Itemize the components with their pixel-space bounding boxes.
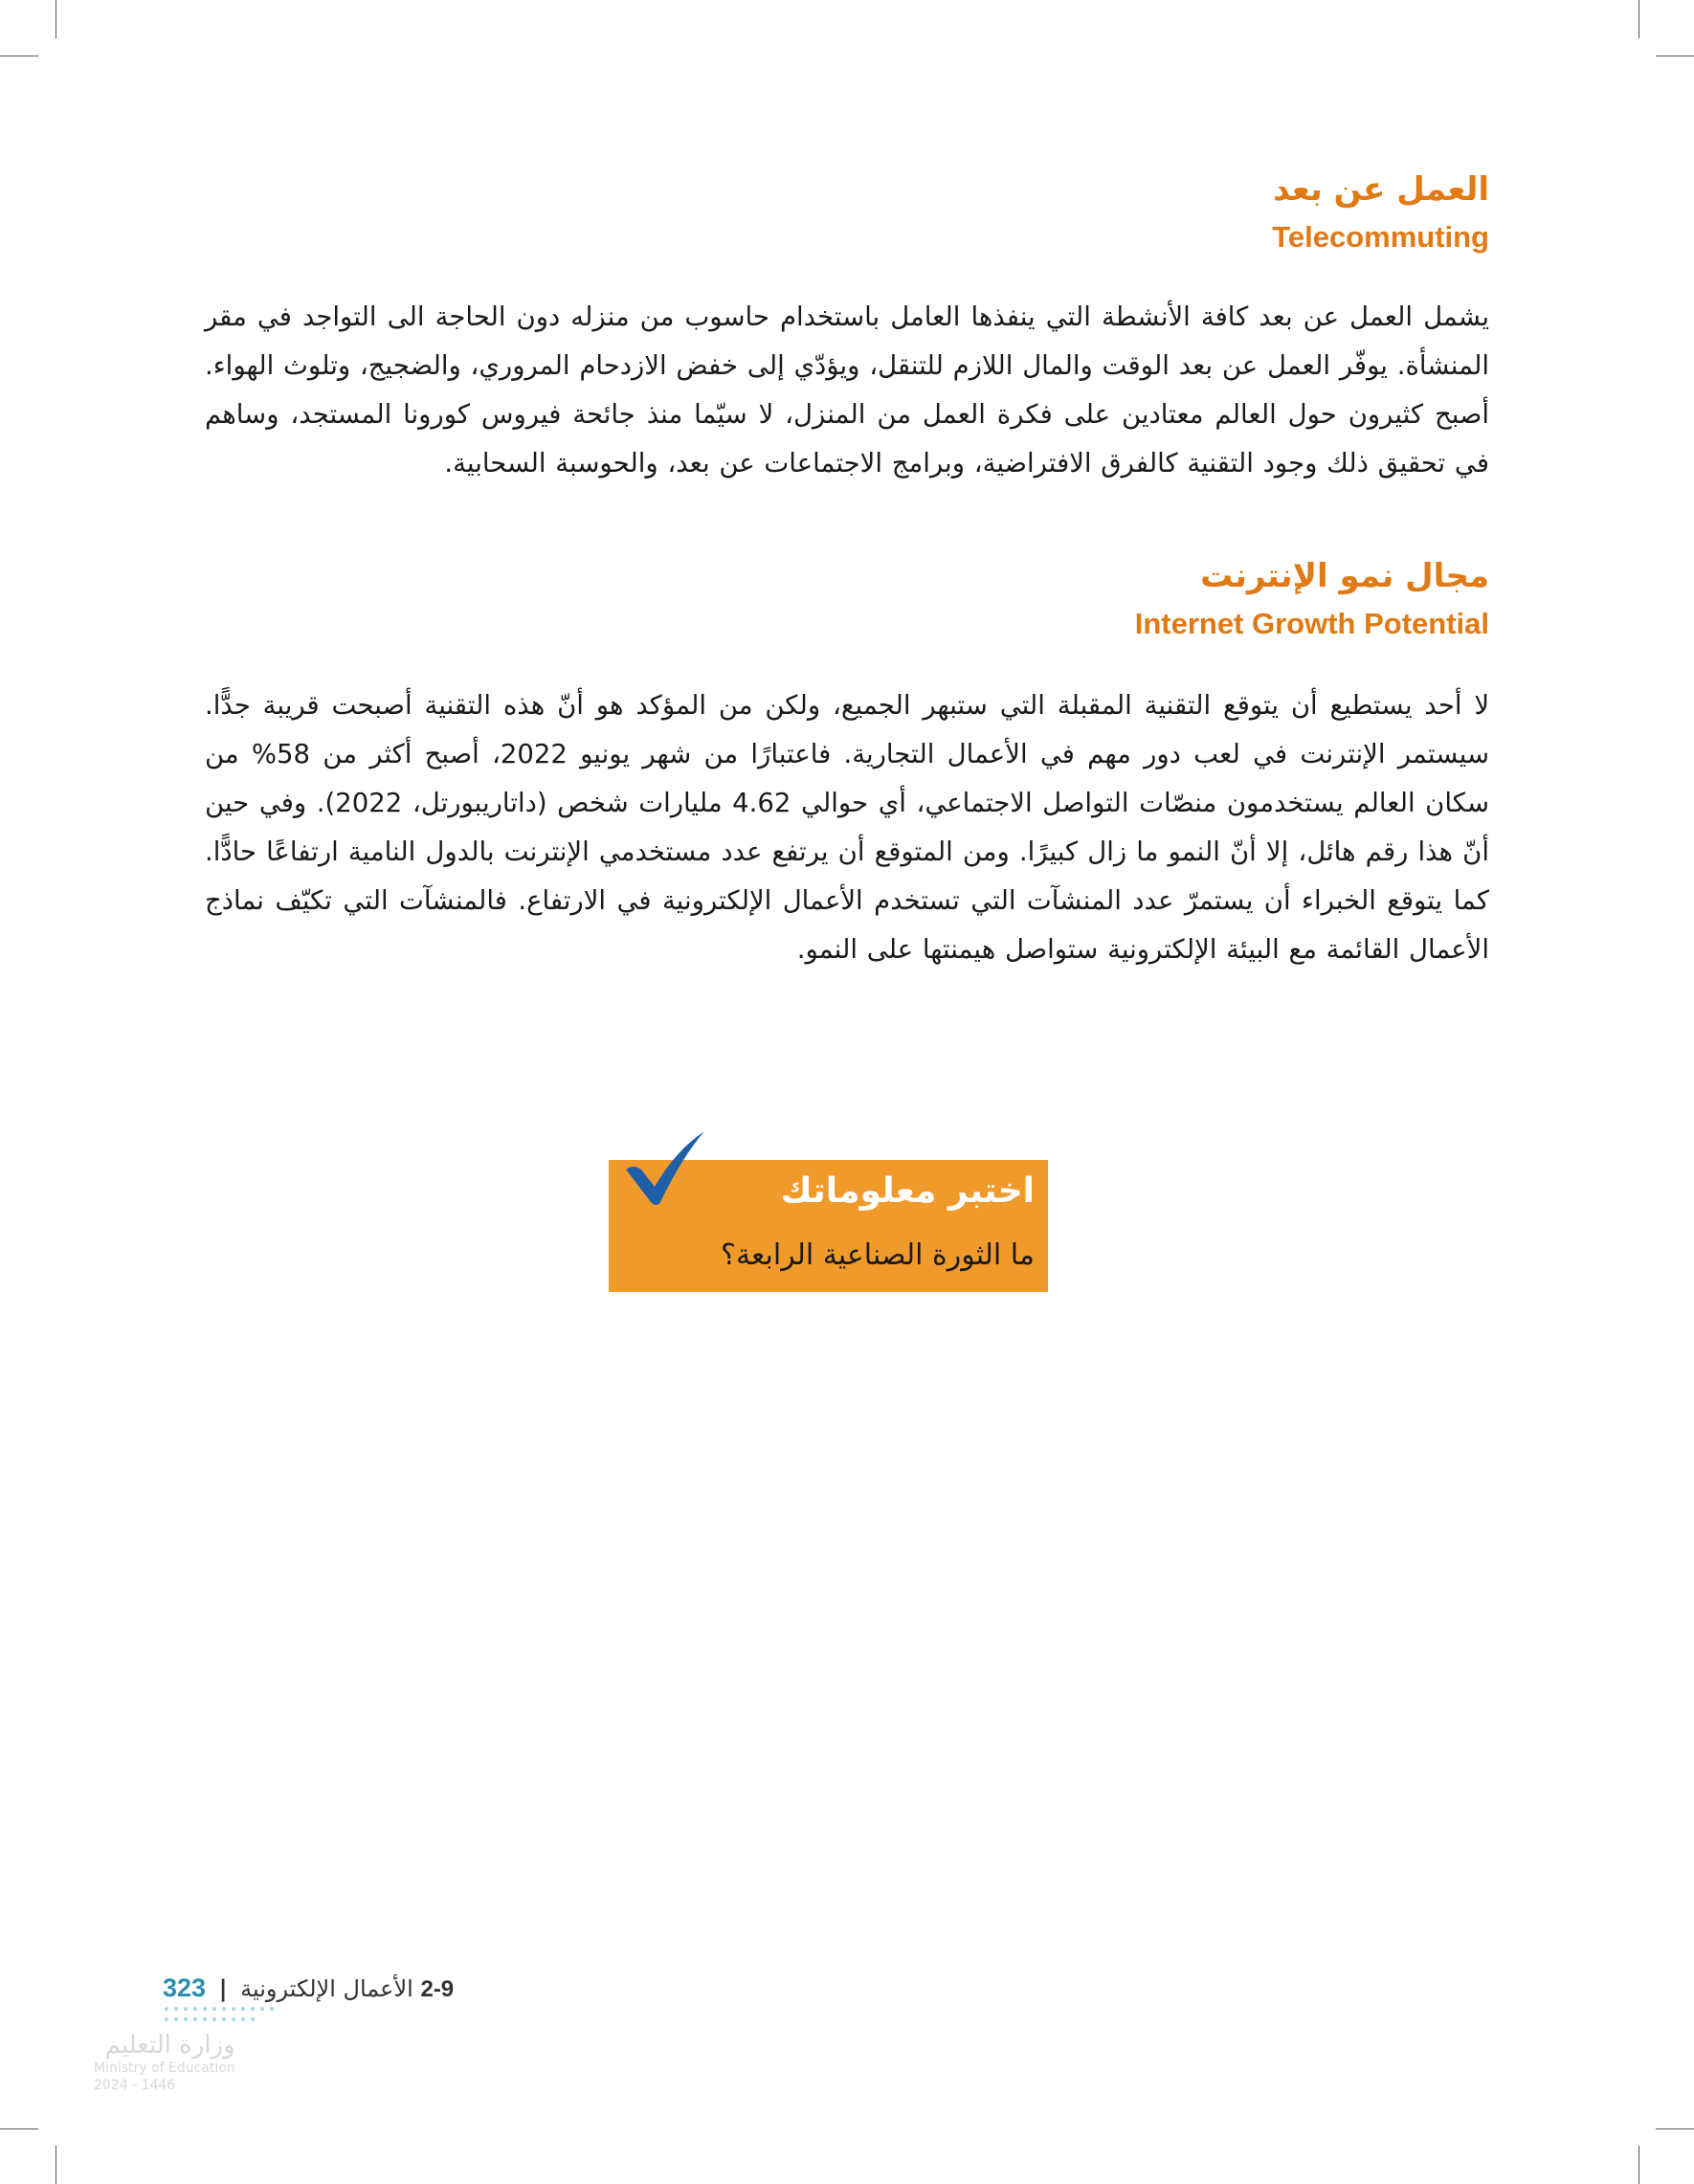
- ministry-year: 2024 - 1446: [94, 2078, 176, 2093]
- ministry-logo: [94, 2031, 235, 2094]
- section-body: لا أحد يستطيع أن يتوقع التقنية المقبلة التي ستبهر الجميع، ولكن من المؤكد هو أنّ هذه التقنية أصبحت قريبة جدًّا. سيستمر الإنترنت في لعب دور مهم في الأعمال التجارية. فاعتبارًا من شهر يونيو 2022، أصبح أكثر من 58% من سكان العالم يستخدمون منصّات التواصل الاجتماعي، أي حوالي 4.62 مليارات شخص (داتاريبورتل، 2022). وفي حين أنّ هذا رقم هائل، إلا أنّ النمو ما زال كبيرًا. ومن المتوقع أن يرتفع عدد مستخدمي الإنترنت بالدول النامية ارتفاعًا حادًّا. كما يتوقع الخبراء أن يستمرّ عدد المنشآت التي تستخدم الأعمال الإلكترونية في الارتفاع. فالمنشآت التي تكيّف نماذج الأعمال القائمة مع البيئة الإلكترونية ستواصل هيمنتها على النمو.: [205, 689, 1489, 965]
- checkmark-icon: [620, 1127, 708, 1208]
- section-internet-growth: [205, 557, 1489, 974]
- crop-mark-bottom-left-h: [0, 2128, 38, 2129]
- separator: |: [218, 1975, 228, 2002]
- page-footer: [163, 1973, 454, 2003]
- ministry-english: Ministry of Education: [94, 2061, 235, 2076]
- quiz-title: اختبر معلوماتك: [780, 1171, 1035, 1211]
- section-telecommuting: [205, 170, 1489, 488]
- crop-mark-bottom-right-h: [1656, 2128, 1694, 2129]
- page-number: 323: [163, 1973, 207, 2002]
- heading-arabic: مجال نمو الإنترنت: [1200, 557, 1489, 595]
- crop-mark-top-right-v: [1638, 0, 1639, 38]
- crop-mark-bottom-right-v: [1638, 2146, 1639, 2184]
- ministry-arabic: وزارة التعليم: [104, 2031, 235, 2060]
- heading-english: Internet Growth Potential: [1134, 606, 1489, 640]
- section-body: يشمل العمل عن بعد كافة الأنشطة التي ينفذها العامل باستخدام حاسوب من منزله دون الحاجة الى التواجد في مقر المنشأة. يوفّر العمل عن بعد الوقت والمال اللازم للتنقل، ويؤدّي إلى خفض الازدحام المروري، والضجيج، وتلوث الهواء. أصبح كثيرون حول العالم معتادين على فكرة العمل من المنزل، لا سيّما منذ جائحة فيروس كورونا المستجد، وساهم في تحقيق ذلك وجود التقنية كالفرق الافتراضية، وبرامج الاجتماعات عن بعد، والحوسبة السحابية.: [205, 301, 1489, 479]
- dot-pattern-icon: [163, 2004, 287, 2025]
- heading-english: Telecommuting: [1272, 219, 1489, 254]
- section-number: 2-9: [420, 1976, 455, 2002]
- quiz-question: ما الثورة الصناعية الرابعة؟: [721, 1238, 1035, 1272]
- chapter-title: الأعمال الإلكترونية: [240, 1975, 413, 2002]
- heading-arabic: العمل عن بعد: [1273, 170, 1489, 209]
